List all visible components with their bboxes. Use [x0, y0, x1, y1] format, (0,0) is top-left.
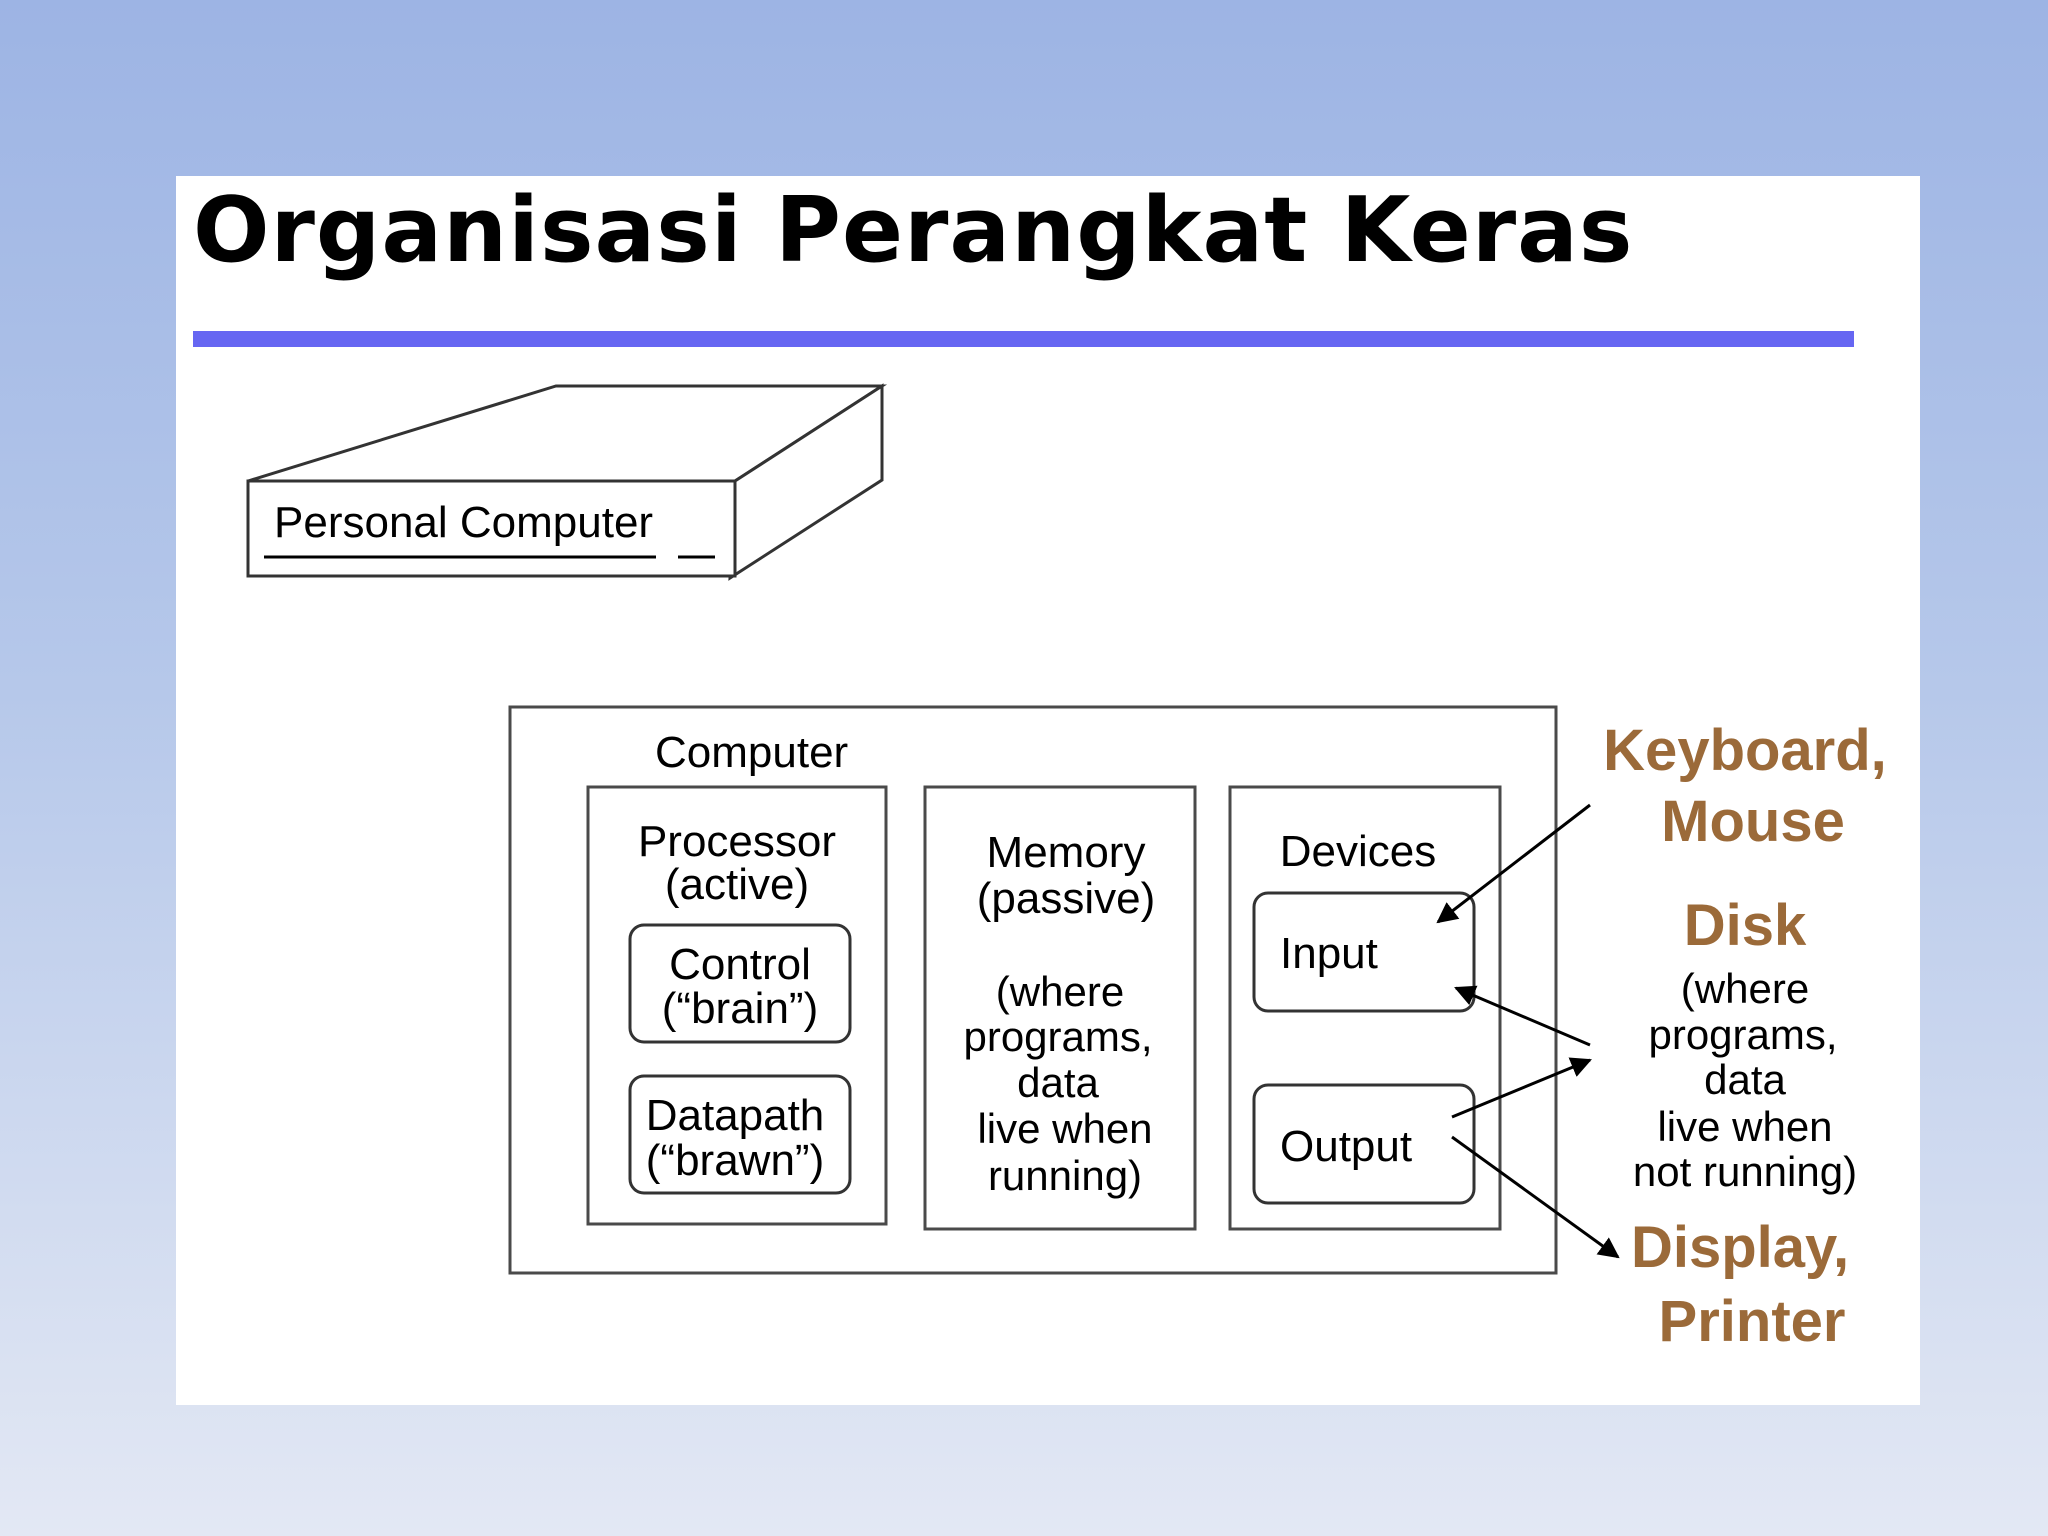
keyboard-mouse-label [1603, 718, 1887, 854]
personal-computer-box [248, 386, 882, 578]
output-label: Output [1280, 1122, 1413, 1171]
mouse-label: Mouse [1661, 789, 1845, 854]
disk-desc-line: programs, [1648, 1011, 1838, 1058]
disk-label-group [1633, 893, 1857, 1195]
datapath-label: Datapath [645, 1091, 825, 1140]
control-box [630, 925, 850, 1042]
memory-desc-line: programs, [963, 1013, 1153, 1060]
processor-box [588, 787, 886, 1224]
disk-desc-line: data [1704, 1056, 1786, 1103]
processor-title: Processor [637, 817, 837, 866]
pc-label: Personal Computer [274, 498, 654, 547]
memory-desc-line: data [1017, 1059, 1099, 1106]
disk-desc-line: live when [1657, 1103, 1833, 1150]
keyboard-label: Keyboard, [1603, 718, 1887, 783]
display-label: Display, [1630, 1215, 1850, 1280]
disk-desc-line: (where [1680, 965, 1810, 1012]
computer-label: Computer [655, 728, 849, 777]
memory-subtitle: (passive) [976, 874, 1156, 923]
devices-box [1230, 787, 1500, 1229]
input-box [1254, 893, 1474, 1011]
memory-title: Memory [986, 828, 1146, 877]
input-label: Input [1280, 929, 1378, 978]
datapath-sublabel: (“brawn”) [645, 1136, 825, 1185]
memory-desc-line: (where [995, 968, 1125, 1015]
memory-desc-line: running) [987, 1152, 1143, 1199]
printer-label: Printer [1658, 1289, 1846, 1354]
disk-desc-line: not running) [1632, 1148, 1858, 1195]
output-box [1254, 1085, 1474, 1203]
control-sublabel: (“brain”) [661, 984, 819, 1033]
processor-subtitle: (active) [664, 860, 810, 909]
slide-title: Organisasi Perangkat Keras [193, 178, 1634, 283]
memory-desc-line: live when [977, 1105, 1153, 1152]
datapath-box [630, 1076, 850, 1193]
memory-box [925, 787, 1195, 1229]
display-printer-label [1631, 1215, 1849, 1354]
disk-label: Disk [1683, 893, 1807, 958]
devices-title: Devices [1279, 827, 1437, 876]
control-label: Control [669, 940, 811, 989]
